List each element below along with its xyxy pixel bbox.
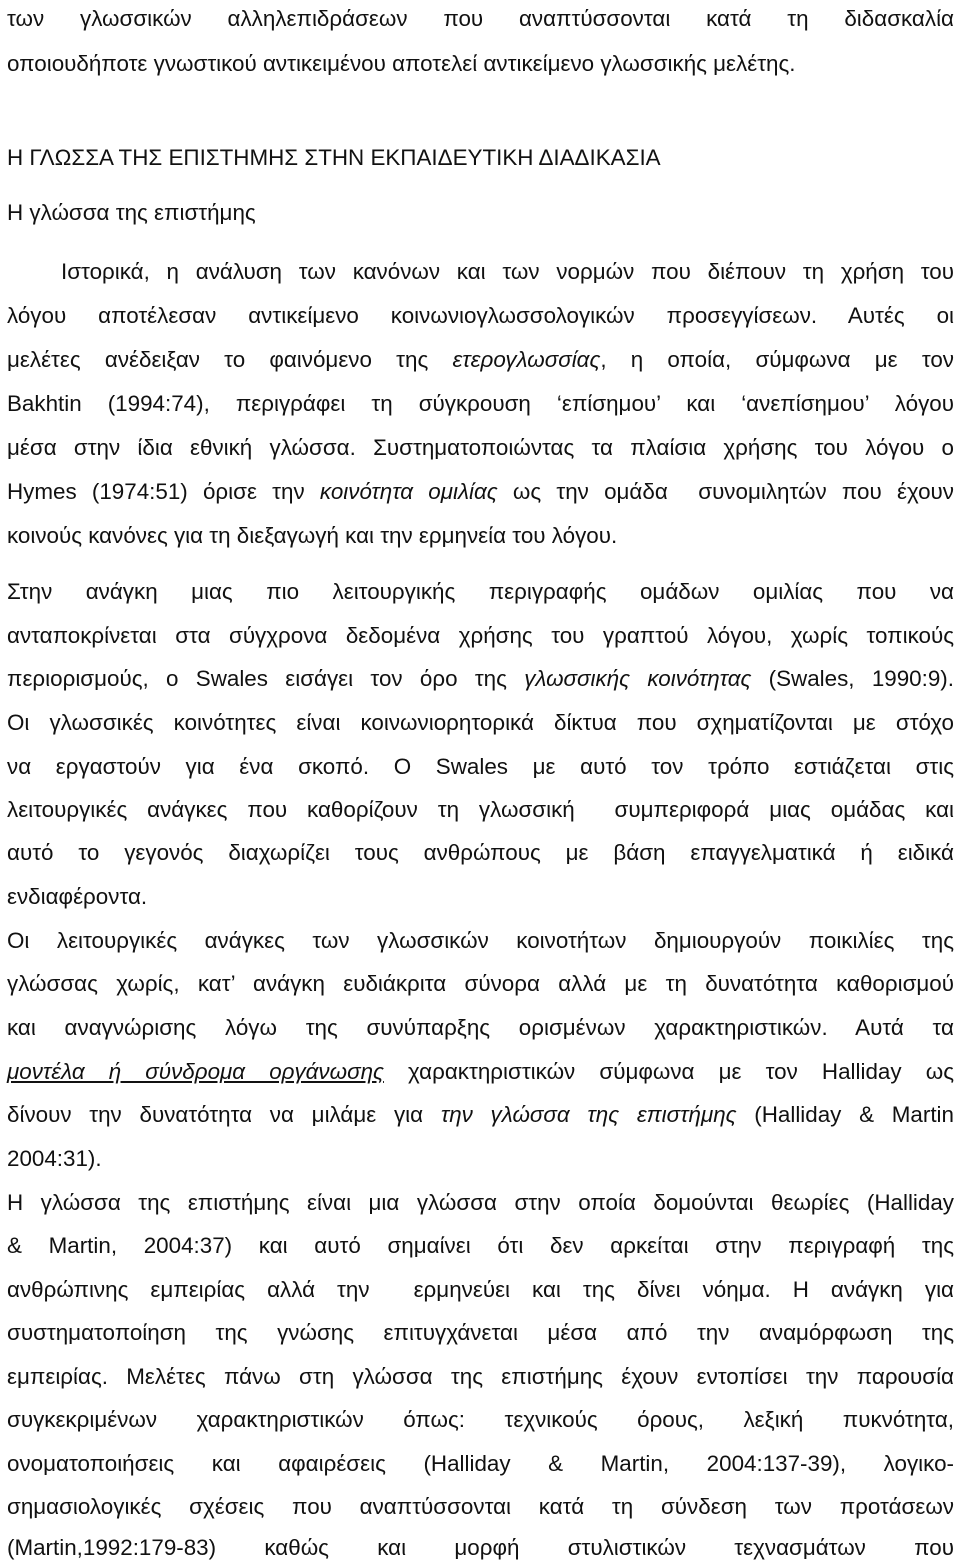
p2-line-6: λειτουργικές ανάγκες που καθορίζουν τη γλωσσική συμπεριφορά μιας ομάδας και — [7, 797, 954, 822]
term-discourse-community: γλωσσικής κοινότητας — [524, 666, 752, 691]
p3-line-3: και αναγνώρισης λόγω της συνύπαρξης ορισμένων χαρακτηριστικών. Αυτά τα — [7, 1015, 954, 1040]
p2-line-5: να εργαστούν για ένα σκοπό. Ο Swales με αυτό τον τρόπο εστιάζεται στις — [7, 754, 954, 779]
p2-line-2: ανταποκρίνεται στα σύγχρονα δεδομένα χρήσης του γραπτού λόγου, χωρίς τοπικούς — [7, 623, 954, 648]
term-models-syndromes: μοντέλα ή σύνδρομα οργάνωσης — [7, 1059, 384, 1084]
p4-line-7: ονοματοποιήσεις και αφαιρέσεις (Halliday & Martin, 2004:137-39), λογικο- — [7, 1451, 954, 1476]
p2-line-3: περιορισμούς, ο Swales εισάγει τον όρο της γλωσσικής κοινότητας (Swales, 1990:9). — [7, 666, 954, 691]
p1-line-4: Bakhtin (1994:74), περιγράφει τη σύγκρουση ‘επίσημου’ και ‘ανεπίσημου’ λόγου — [7, 391, 954, 416]
p4-line-9: (Martin,1992:179-83) καθώς και μορφή στυλιστικών τεχνασμάτων που — [7, 1535, 954, 1560]
p4-line-5: εμπειρίας. Μελέτες πάνω στη γλώσσα της επιστήμης έχουν εντοπίσει την παρουσία — [7, 1364, 954, 1389]
p4-line-2: & Martin, 2004:37) και αυτό σημαίνει ότι δεν αρκείται στην περιγραφή της — [7, 1233, 954, 1258]
p1-line-7: κοινούς κανόνες για τη διεξαγωγή και την ερμηνεία του λόγου. — [7, 523, 618, 548]
p1-line-6: Hymes (1974:51) όρισε την κοινότητα ομιλίας ως την ομάδα συνομιλητών που έχουν — [7, 479, 955, 504]
p2-line-7: αυτό το γεγονός διαχωρίζει τους ανθρώπους με βάση επαγγελματικά ή ειδικά — [7, 840, 954, 865]
p3-line-1: Οι λειτουργικές ανάγκες των γλωσσικών κοινοτήτων δημιουργούν ποικιλίες της — [7, 928, 954, 953]
p1-line-2: λόγου αποτέλεσαν αντικείμενο κοινωνιογλωσσολογικών προσεγγίσεων. Αυτές οι — [7, 303, 954, 328]
p2-line-1: Στην ανάγκη μιας πιο λειτουργικής περιγραφής ομάδων ομιλίας που να — [7, 579, 954, 604]
term-language-of-science: την γλώσσα της επιστήμης — [440, 1102, 737, 1127]
p4-line-4: συστηματοποίηση της γνώσης επιτυγχάνεται μέσα από την αναμόρφωση της — [7, 1320, 954, 1345]
p1-line-5: μέσα στην ίδια εθνική γλώσσα. Συστηματοποιώντας τα πλαίσια χρήσης του λόγου ο — [7, 435, 954, 460]
p4-line-3: ανθρώπινης εμπειρίας αλλά την ερμηνεύει και της δίνει νόημα. Η ανάγκη για — [7, 1277, 954, 1302]
p3-line-5: δίνουν την δυνατότητα να μιλάμε για την γλώσσα της επιστήμης (Halliday & Martin — [7, 1102, 954, 1127]
term-heteroglossia: ετερογλωσσίας — [452, 347, 601, 372]
p3-line-2: γλώσσας χωρίς, κατ’ ανάγκη ευδιάκριτα σύνορα αλλά με τη δυνατότητα καθορισμού — [7, 971, 954, 996]
section-title: Η ΓΛΩΣΣΑ ΤΗΣ ΕΠΙΣΤΗΜΗΣ ΣΤΗΝ ΕΚΠΑΙΔΕΥΤΙΚΗ ΔΙΑΔΙΚΑΣΙΑ — [7, 145, 661, 170]
p4-line-6: συγκεκριμένων χαρακτηριστικών όπως: τεχνικούς όρους, λεξική πυκνότητα, — [7, 1407, 954, 1432]
p3-line-4: μοντέλα ή σύνδρομα οργάνωσης χαρακτηριστικών σύμφωνα με τον Halliday ως — [7, 1059, 954, 1084]
p4-line-8: σημασιολογικές σχέσεις που αναπτύσσονται κατά τη σύνδεση των προτάσεων — [7, 1494, 954, 1519]
intro-line-2: οποιουδήποτε γνωστικού αντικειμένου αποτελεί αντικείμενο γλωσσικής μελέτης. — [7, 51, 796, 76]
p2-line-8: ενδιαφέροντα. — [7, 884, 148, 909]
subsection-title: Η γλώσσα της επιστήμης — [7, 200, 256, 225]
intro-line-1: των γλωσσικών αλληλεπιδράσεων που αναπτύσσονται κατά τη διδασκαλία — [7, 6, 954, 31]
term-speech-community: κοινότητα ομιλίας — [319, 479, 498, 504]
p3-line-6: 2004:31). — [7, 1146, 102, 1171]
p1-line-1: Ιστορικά, η ανάλυση των κανόνων και των νορμών που διέπουν τη χρήση του — [61, 259, 954, 284]
p4-line-1: Η γλώσσα της επιστήμης είναι μια γλώσσα στην οποία δομούνται θεωρίες (Halliday — [7, 1190, 954, 1215]
p1-line-3: μελέτες ανέδειξαν το φαινόμενο της ετερογλωσσίας, η οποία, σύμφωνα με τον — [7, 347, 954, 372]
p2-line-4: Οι γλωσσικές κοινότητες είναι κοινωνιορητορικά δίκτυα που σχηματίζονται με στόχο — [7, 710, 954, 735]
